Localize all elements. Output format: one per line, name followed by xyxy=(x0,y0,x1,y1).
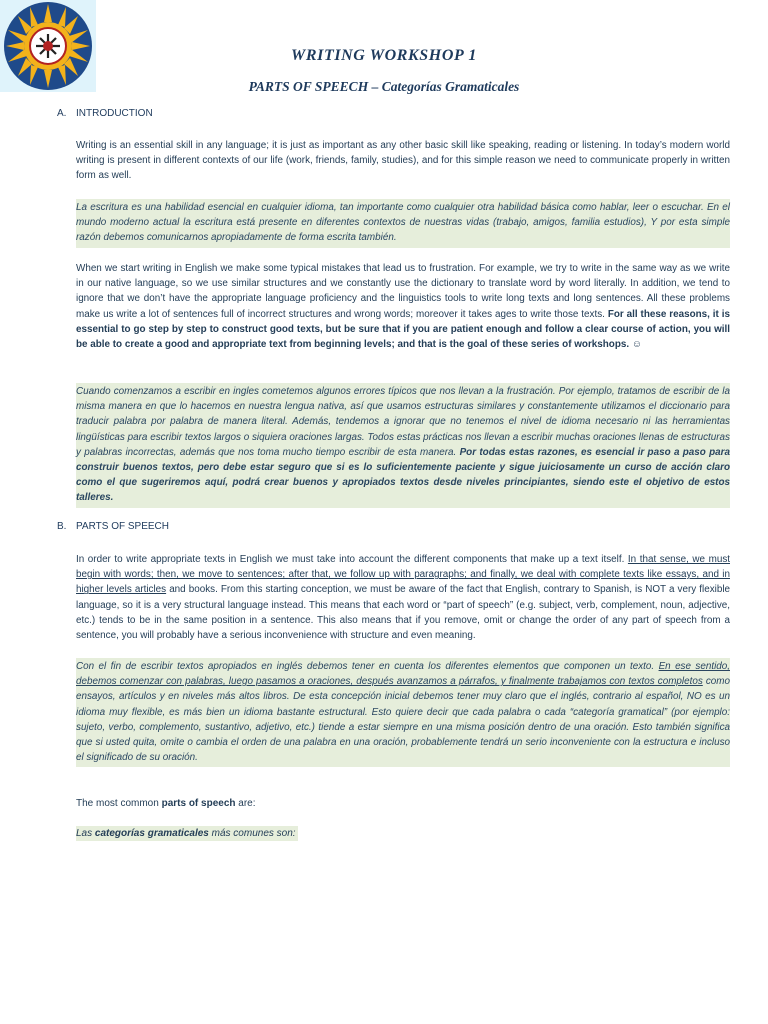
parts-paragraph-en xyxy=(76,552,730,643)
document-subtitle: PARTS OF SPEECH – Categorías Gramaticales xyxy=(248,79,520,94)
common-bold-text: parts of speech xyxy=(161,798,236,809)
common-parts-line xyxy=(76,796,256,811)
common-text-2: are: xyxy=(235,798,256,809)
document-title: WRITING WORKSHOP 1 xyxy=(291,47,477,64)
common-parts-line-es xyxy=(76,826,298,841)
common-es-bold-text: categorías gramaticales xyxy=(94,828,209,839)
mistakes-es-bold-text: Por todas estas razones, es esencial ir paso a paso para construir buenos textos, pero debe estar seguro que si es lo suficientemente paciente y sigue juiciosamente un curso de acción claro como el que sugeriremos aquí, podrá crear buenos y apropiados textos desde niveles principiantes, siendo este el objetivo de estos talleres. xyxy=(76,446,730,504)
section-a-heading xyxy=(57,108,153,119)
parts-es-text-2: como ensayos, artículos y en niveles más altos libros. De esta concepción inicial debemos tener muy claro que el inglés, contrario al español, NO es un idioma muy flexible, es más bien un idioma bastante estructural. Esto quiere decir que cada palabra o cada “categoría gramatical” (por ejemplo: sujeto, verbo, complemento, sustantivo, adjetivo, etc.) tiende a estar siempre en una misma posición dentro de una oración. Esto también significa que si usted quita, omite o cambia el orden de una palabra en una oración, probablemente tendrá un serio inconveniente con la estructura e incluso el significado de su oración. xyxy=(76,676,730,764)
mistakes-es-text: Cuando comenzamos a escribir en ingles cometemos algunos errores típicos que nos llevan a la frustración. Por ejemplo, tratamos de escribir de la misma manera en que lo hacemos en nuestra lengua nativa, así que usamos estructuras similares y constantemente utilizamos el diccionario para traducir palabra por palabra de manera literal. Además, tendemos a ignorar que no tenemos el nivel de idioma necesario ni las herramientas lingüísticas para escribir textos largos o siquiera oraciones largas. Todos estas prácticas nos llevan a escribir muchas oraciones llenas de estructuras y palabras incorrectas, además que nos toma mucho tiempo escribir de esta manera. xyxy=(76,386,730,458)
section-b-heading xyxy=(57,521,169,532)
parts-underlined-text: In that sense, we must begin with words; then, we move to sentences; after that, we follow up with paragraphs; and finally, we deal with complete texts like essays, and in higher levels articles xyxy=(76,554,730,596)
section-b-letter: B. xyxy=(57,521,67,532)
mistakes-bold-text: For all these reasons, it is essential to go step by step to construct good texts, but be sure that if you are patient enough and follow a clear course of action, you will be able to create a good and appropriate text from beginning levels; and that is the goal of these series of workshops. ☺ xyxy=(76,308,730,351)
parts-es-underlined-text: En ese sentido, debemos comenzar con palabras, luego pasamos a oraciones, después avanzamos a párrafos, y finalmente trabajamos con textos completos xyxy=(76,661,730,688)
common-es-text-2: más comunes son: xyxy=(208,828,296,839)
section-a-letter: A. xyxy=(57,108,67,119)
mistakes-paragraph-es xyxy=(76,383,730,508)
parts-paragraph-es xyxy=(76,658,730,767)
common-text-1: The most common xyxy=(76,798,162,809)
intro-paragraph-en: Writing is an essential skill in any language; it is just as important as any other basic skill like speaking, reading or listening. In today’s modern world writing is present in different contexts of our life (work, friends, family, studies), and for this simple reason we need to communicate properly in written form as well. xyxy=(76,140,730,182)
parts-text-2: and books. From this starting conception, we must be aware of the fact that English, contrary to Spanish, is NOT a very flexible language, so it is a very structural language instead. This means that each word or “part of speech” (e.g. subject, verb, complement, noun, adjective, etc.) tends to be in the same position in a sentence. This also means that if you remove, omit or change the order of any part of speech from a sentence, you will probably have a serious inconvenience with structure and even meaning. xyxy=(76,584,731,642)
section-a-title: INTRODUCTION xyxy=(76,108,153,119)
mistakes-text: When we start writing in English we make some typical mistakes that lead us to frustration. For example, we try to write in the same way as we write in our native language, so we use similar structures and we constantly use the dictionary to translate word by word literally. In addition, we tend to ignore that we don’t have the appropriate language proficiency and the linguistics tools to write long texts and long sentences. All these problems make us write a lot of sentences full of incorrect structures and wrong words; moreover it takes ages to write those texts. xyxy=(76,263,730,320)
parts-es-text-1: Con el fin de escribir textos apropiados en inglés debemos tener en cuenta los diferentes elementos que componen un texto. xyxy=(76,661,659,672)
intro-paragraph-es: La escritura es una habilidad esencial en cualquier idioma, tan importante como cualquier otra habilidad básica como hablar, leer o escuchar. En el mundo moderno actual la escritura está presente en diferentes contextos de nuestras vidas (trabajo, amigos, familia estudios), Y por esta simple razón debemos comunicarnos apropiadamente de forma escrita también. xyxy=(76,199,730,248)
common-es-text-1: Las xyxy=(76,828,95,839)
mistakes-paragraph-en xyxy=(76,261,730,352)
parts-text-1: In order to write appropriate texts in English we must take into account the different components that make up a text itself. xyxy=(76,554,628,565)
section-b-title: PARTS OF SPEECH xyxy=(76,521,169,532)
